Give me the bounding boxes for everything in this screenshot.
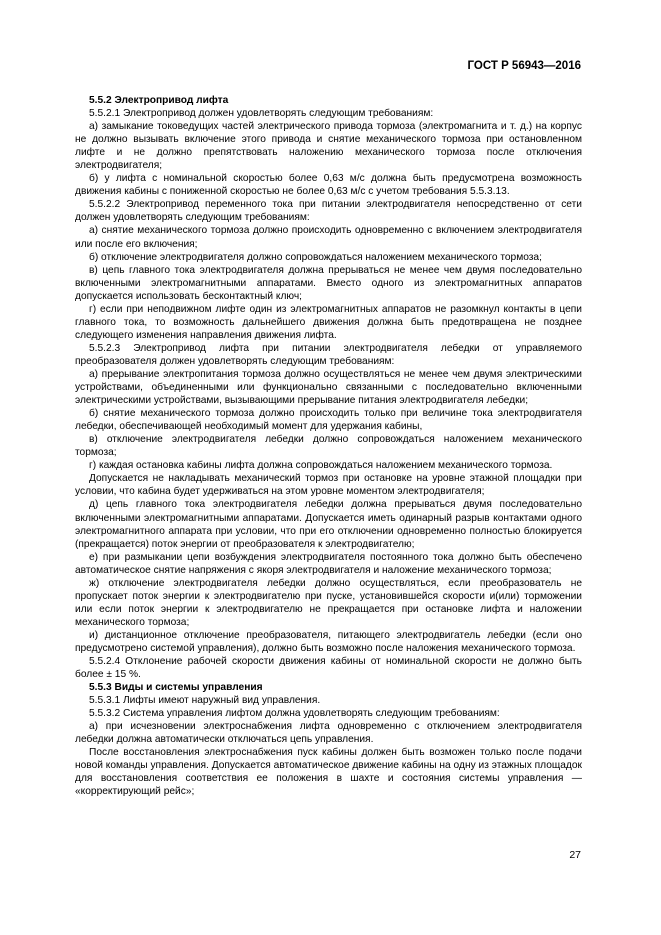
paragraph: в) цепь главного тока электродвигателя должна прерываться не менее чем двумя последовательно включенными электромагнитными аппаратами. Вместо одного из электромагнитных аппаратов допускается использовать бесконтактный ключ; <box>75 264 582 302</box>
section-heading: 5.5.2 Электропривод лифта <box>89 95 229 106</box>
paragraph: в) отключение электродвигателя лебедки должно сопровождаться наложением механического тормоза; <box>75 434 582 459</box>
paragraph: 5.5.2.2 Электропривод переменного тока при питании электродвигателя непосредственно от сети должен удовлетворять следующим требованиям: <box>75 199 582 224</box>
paragraph: 5.5.3.2 Система управления лифтом должна удовлетворять следующим требованиям: <box>89 708 500 720</box>
paragraph: е) при размыкании цепи возбуждения электродвигателя постоянного тока должно быть обеспечено автоматическое снятие напряжения с якоря электродвигателя и наложение механического тормоза; <box>75 551 582 576</box>
paragraph: а) снятие механического тормоза должно происходить одновременно с включением электродвигателя или после его включения; <box>75 225 582 250</box>
page-number: 27 <box>569 849 581 861</box>
paragraph: г) если при неподвижном лифте один из электромагнитных аппаратов не разомкнул контакты в цепи главного тока, то возможность дальнейшего движения должна быть предотвращена не позднее следующего изменения направления движения лифта. <box>75 303 582 341</box>
paragraph: Допускается не накладывать механический тормоз при остановке на уровне этажной площадки при условии, что кабина будет удерживаться на этом уровне моментом электродвигателя; <box>75 473 582 498</box>
paragraph: а) замыкание токоведущих частей электрического привода тормоза (электромагнита и т. д.) на корпус не должно вызывать включение этого привода и снятие механического тормоза при остановленном лифте и не должно препятствовать наложению механического тормоза после отключения электродвигателя; <box>75 121 582 172</box>
paragraph: б) отключение электродвигателя должно сопровождаться наложением механического тормоза; <box>89 251 542 263</box>
paragraph: г) каждая остановка кабины лифта должна сопровождаться наложением механического тормоза. <box>89 460 553 472</box>
document-body <box>75 94 582 799</box>
paragraph: 5.5.3.1 Лифты имеют наружный вид управления. <box>89 695 321 707</box>
paragraph: ж) отключение электродвигателя лебедки должно осуществляться, если преобразователь не пропускает поток энергии к электродвигателю при пуске, установившейся скорости и(или) торможении или если поток энергии к электродвигателю не прекращается при остановке лифта и наложении механического тормоза; <box>75 577 582 628</box>
paragraph: 5.5.2.4 Отклонение рабочей скорости движения кабины от номинальной скорости не должно быть более ± 15 %. <box>75 656 582 681</box>
paragraph: 5.5.2.1 Электропривод должен удовлетворять следующим требованиям: <box>89 108 434 120</box>
section-heading: 5.5.3 Виды и системы управления <box>89 682 263 694</box>
paragraph: б) снятие механического тормоза должно происходить только при величине тока электродвигателя лебедки, обеспечивающей необходимый момент для удержания кабины, <box>75 408 582 433</box>
paragraph: После восстановления электроснабжения пуск кабины должен быть возможен только после подачи новой команды управления. Допускается автоматическое движение кабины на одну из этажных площадок для восстановления соответствия ее положения в шахте и состояния системы управления — «корректирующий рейс»; <box>75 747 582 798</box>
paragraph: д) цепь главного тока электродвигателя лебедки должна прерываться двумя последовательно включенными электромагнитными аппаратами. Допускается иметь одинарный разрыв контактами одного электромагнитного аппарата при условии, что при его отключении одновременно полностью блокируется (прекращается) поток энергии от преобразователя к электродвигателю; <box>75 499 582 550</box>
paragraph: 5.5.2.3 Электропривод лифта при питании электродвигателя лебедки от управляемого преобразователя должен удовлетворять следующим требованиям: <box>75 342 582 367</box>
paragraph: а) прерывание электропитания тормоза должно осуществляться не менее чем двумя электрическими устройствами, объединенными или функционально связанными с последовательно включенными электрическими устройствами, вызывающими прерывание питания электродвигателя лебедки; <box>75 368 582 407</box>
document-header: ГОСТ Р 56943—2016 <box>467 60 581 72</box>
paragraph: б) у лифта с номинальной скоростью более 0,63 м/с должна быть предусмотрена возможность движения кабины с пониженной скоростью не более 0,63 м/с с учетом требования 5.5.3.13. <box>75 173 582 198</box>
paragraph: а) при исчезновении электроснабжения лифта одновременно с отключением электродвигателя лебедки должна автоматически отключаться цепь управления. <box>75 721 582 746</box>
paragraph: и) дистанционное отключение преобразователя, питающего электродвигатель лебедки (если оно предусмотрено системой управления), должно быть возможно после наложения механического тормоза. <box>75 629 582 654</box>
